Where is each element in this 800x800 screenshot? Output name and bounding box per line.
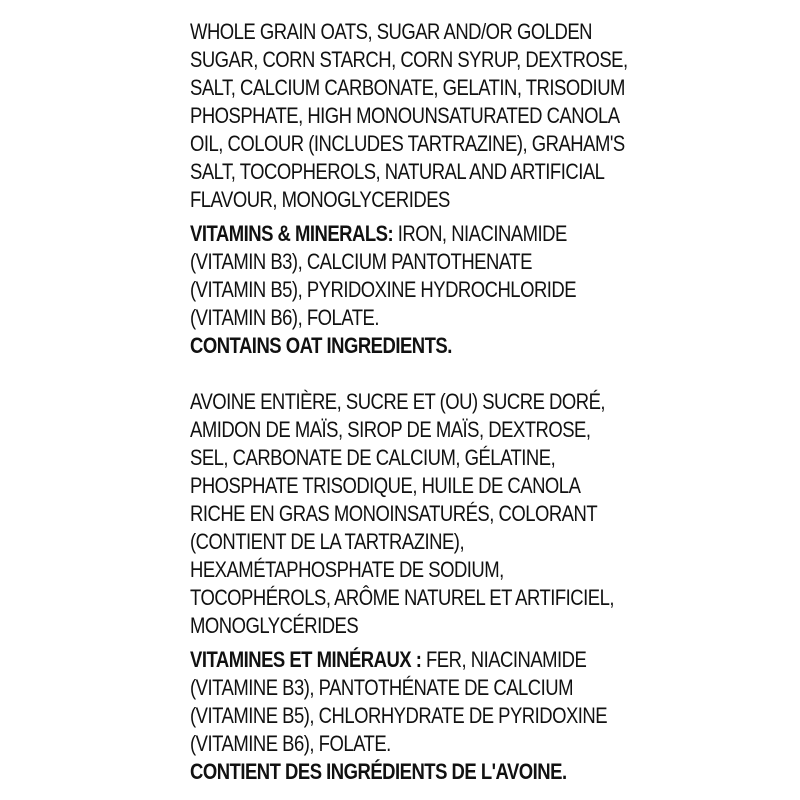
vitamins-text: IRON, NIACINAMIDE [393,221,567,246]
vitamins-heading: VITAMINS & MINERALS: [190,221,394,246]
ingredient-line: AMIDON DE MAÏS, SIROP DE MAÏS, DEXTROSE, [190,417,591,442]
vitamins-line: (VITAMIN B6), FOLATE. [190,305,379,330]
ingredient-line: SALT, TOCOPHEROLS, NATURAL AND ARTIFICIAL [190,159,605,184]
ingredient-line: MONOGLYCÉRIDES [190,613,359,638]
ingredient-label [190,18,790,786]
english-vitamins [190,220,790,332]
vitamins-line: (VITAMIN B5), PYRIDOXINE HYDROCHLORIDE [190,277,577,302]
contains-statement: CONTAINS OAT INGREDIENTS. [190,333,452,358]
vitamins-text: FER, NIACINAMIDE [421,647,587,672]
ingredient-line: HEXAMÉTAPHOSPHATE DE SODIUM, [190,557,504,582]
ingredient-line: SEL, CARBONATE DE CALCIUM, GÉLATINE, [190,445,556,470]
english-ingredients [190,18,790,214]
ingredient-line: RICHE EN GRAS MONOINSATURÉS, COLORANT [190,501,598,526]
ingredient-line: WHOLE GRAIN OATS, SUGAR AND/OR GOLDEN [190,19,593,44]
vitamins-line: (VITAMIN B3), CALCIUM PANTOTHENATE [190,249,532,274]
ingredient-line: PHOSPHATE, HIGH MONOUNSATURATED CANOLA [190,103,620,128]
ingredient-line: AVOINE ENTIÈRE, SUCRE ET (OU) SUCRE DORÉ, [190,389,606,414]
french-vitamins [190,646,790,758]
vitamins-line: (VITAMINE B5), CHLORHYDRATE DE PYRIDOXINE [190,703,608,728]
ingredient-line: (CONTIENT DE LA TARTRAZINE), [190,529,465,554]
ingredient-line: PHOSPHATE TRISODIQUE, HUILE DE CANOLA [190,473,581,498]
ingredient-line: SUGAR, CORN STARCH, CORN SYRUP, DEXTROSE, [190,47,628,72]
vitamins-line: (VITAMINE B3), PANTOTHÉNATE DE CALCIUM [190,675,574,700]
ingredient-line: TOCOPHÉROLS, ARÔME NATUREL ET ARTIFICIEL, [190,585,614,610]
vitamins-line: (VITAMINE B6), FOLATE. [190,731,391,756]
vitamins-line [190,646,694,674]
vitamins-heading: VITAMINES ET MINÉRAUX : [190,647,422,672]
vitamins-line [190,220,694,248]
contains-statement: CONTIENT DES INGRÉDIENTS DE L'AVOINE. [190,759,567,784]
ingredient-line: OIL, COLOUR (INCLUDES TARTRAZINE), GRAHAM'S [190,131,625,156]
french-ingredients [190,388,790,640]
ingredient-line: FLAVOUR, MONOGLYCERIDES [190,187,450,212]
ingredient-line: SALT, CALCIUM CARBONATE, GELATIN, TRISODIUM [190,75,625,100]
